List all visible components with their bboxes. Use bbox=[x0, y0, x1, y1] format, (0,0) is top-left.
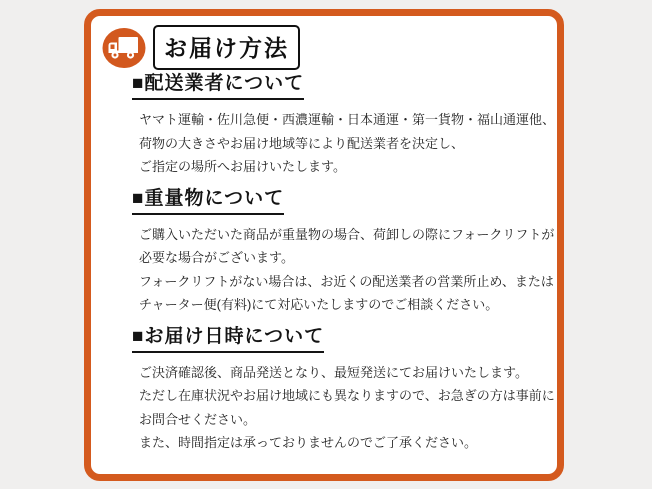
panel-header bbox=[102, 25, 557, 70]
body-line: お問合せください。 bbox=[139, 411, 257, 427]
body-line: ご購入いただいた商品が重量物の場合、荷卸しの際にフォークリフトが bbox=[139, 226, 555, 242]
section-shipping-carriers bbox=[132, 72, 556, 179]
truck-icon bbox=[102, 28, 146, 68]
body-line: 必要な場合がございます。 bbox=[139, 250, 294, 265]
body-line: チャーター便(有料)にて対応いたしますのでご相談ください。 bbox=[139, 297, 499, 312]
delivery-info-panel bbox=[84, 9, 564, 481]
body-line: ご決済確認後、商品発送となり、最短発送にてお届けいたします。 bbox=[139, 364, 528, 380]
body-line: 荷物の大きさやお届け地域等により配送業者を決定し、 bbox=[139, 135, 465, 151]
body-line: ただし在庫状況やお届け地域にも異なりますので、お急ぎの方は事前に bbox=[139, 388, 555, 403]
section-heading: ■配送業者について bbox=[132, 72, 304, 100]
body-line: ご指定の場所へお届けいたします。 bbox=[139, 159, 346, 174]
section-heavy-items bbox=[132, 187, 555, 317]
page-title: お届け方法 bbox=[153, 25, 300, 70]
body-line: フォークリフトがない場合は、お近くの配送業者の営業所止め、または bbox=[139, 273, 554, 289]
section-heading: ■お届け日時について bbox=[132, 325, 324, 353]
body-line: ヤマト運輸・佐川急便・西濃運輸・日本通運・第一貨物・福山通運他、 bbox=[139, 112, 556, 127]
section-body bbox=[139, 223, 555, 317]
body-line: また、時間指定は承っておりませんのでご了承ください。 bbox=[139, 435, 478, 450]
section-body bbox=[139, 108, 556, 179]
section-delivery-schedule bbox=[132, 325, 555, 455]
section-heading: ■重量物について bbox=[132, 187, 284, 215]
section-body bbox=[139, 361, 555, 455]
